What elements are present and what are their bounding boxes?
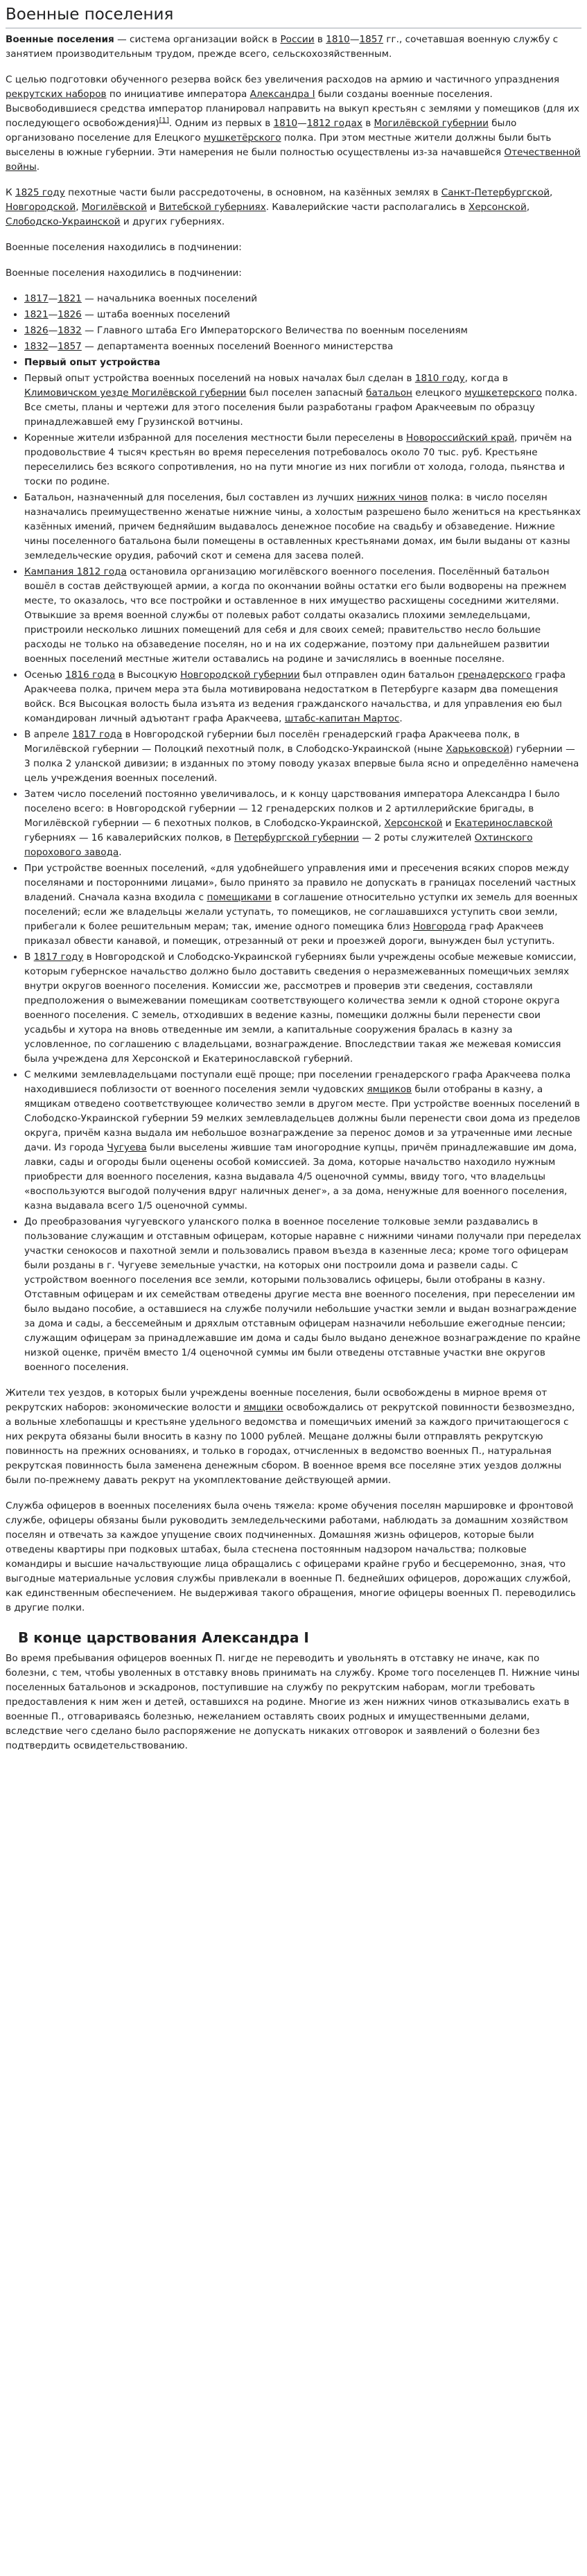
text-run: были созданы военные поселения. Высвободившиеся средства император планировал направить на выкуп крестьян с землями у помещиков (для их последующего освобождения) bbox=[6, 89, 580, 129]
text-run: До преобразования чугуевского уланского полка в военное поселение толковые земли раздавались в пользование служащим и отставным офицерам, которые наравне с нижними чинами получали при переделах участки сенокосов и пахотной земли и пользовались правом въезда в казенные леса; кроме того офицерам были розданы в г. Чугуеве земельные участки, на которых они построили дома и развели сады. С устройством военного поселения все земли, которыми пользовались офицеры, были отобраны в казну. Отставным офицерам и их семействам отведены другие места вне военного поселения, при переселении им было выдано пособие, а оставшиеся на службе получили небольшие участки земли и выдан вознаграждение за дома и сады, а бессемейным и дряхлым отставным офицерам назначили небольшие ежегодные пенсии; служащим офицерам за принадлежавшие им дома и сады было выдано денежное вознаграждение по крайне низкой оценке, причём вместо 1/4 оценочной суммы им были отведены отставные участки вне округов военного поселения. bbox=[24, 1216, 581, 1373]
text-run: К bbox=[6, 187, 15, 198]
list-item bbox=[24, 787, 581, 860]
text-run: , bbox=[76, 202, 82, 213]
article-link[interactable]: ямщиков bbox=[367, 1084, 412, 1095]
list-item bbox=[24, 1068, 581, 1213]
text-run: графа Аракчеева полка, причем мера эта была мотивирована недостатком в Петербурге казарм два помещения войск. Вся Высоцкая волость была изъята из ведения гражданского начальства, и для управления ею был командирован личный адъютант графа Аракчеева, bbox=[24, 669, 566, 724]
text-run: остановила организацию могилёвского военного поселения. Поселённый батальон вошёл в состав действующей армии, а когда по окончании войны остатки его были водворены на прежнем месте, то оказалось, что все постройки и оставленное в них имущество расхищены соседними жителями. Отвыкшие за время военной службы от полевых работ солдаты оказались плохими земледельцами, пристроили несколько лишних помещений для себя и для своих семей; правительство несло большие расходы не только на обзаведение поселян, но и на их содержание, поэтому при дальнейшем развитии военных поселений местные жители оставались на родине и зачислялись в военные поселяне. bbox=[24, 566, 567, 665]
text-run: граф Аракчеев приказал обвести канавой, и помещик, отрезанный от реки и проезжей дороги, вынужден был уступить. bbox=[24, 921, 555, 947]
article-link[interactable]: Чугуева bbox=[107, 1142, 147, 1153]
list-item bbox=[24, 324, 581, 338]
article-link[interactable]: гренадерского bbox=[457, 669, 532, 681]
article-link[interactable]: Новгородской bbox=[6, 202, 76, 213]
text-run: полка. При этом местные жители должны были быть выселены в южные губернии. Эти намерения не были полностью осуществлены из-за начавшейся bbox=[6, 132, 552, 158]
text-run: . bbox=[119, 847, 122, 858]
text-run: — штаба военных поселений bbox=[81, 309, 230, 320]
text-run: освобождались от рекрутской повинности безвозмездно, а вольные хлебопашцы и крестьяне удельного ведомства и помещичьих имений за каждого причитающегося с них рекрута обязаны были вносить в казну по 1000 рублей. Мещане должны были отправлять рекрутскую повинность на прежних основаниях, и только в городах, отчисленных в ведомство военных П., натуральная рекрутская повинность была заменена денежным сбором. В военное время все поселяне этих уездов должны были по-прежнему давать рекрут на укомплектование действующей армии. bbox=[6, 1402, 575, 1486]
article-link[interactable]: Александра I bbox=[249, 89, 315, 100]
article-link[interactable]: Новгородской губернии bbox=[180, 669, 300, 681]
text-run: В апреле bbox=[24, 729, 73, 740]
article-link[interactable]: батальон bbox=[366, 387, 412, 398]
text-run: в Новгородской губернии был поселён гренадерский графа Аракчеева полк, в Могилёвской губернии — Полоцкий пехотный полк, в Слободско-Украинской (ныне bbox=[24, 729, 520, 755]
text-run: губерниях — 16 кавалерийских полков, в bbox=[24, 832, 234, 843]
list-item bbox=[24, 728, 581, 786]
paragraph-locations bbox=[6, 186, 581, 229]
bold-text: Первый опыт устройства bbox=[24, 357, 161, 368]
text-run: , причём на продовольствие 4 тысяч крестьян во время переселения потребовалось около 70 тыс. руб. Крестьяне переселились без всякого сопротивления, но на пути многие из них погибли от холода, голода, пьянства и тоски по родине. bbox=[24, 432, 572, 487]
footnote-ref bbox=[159, 116, 169, 124]
footnote-link[interactable]: [1] bbox=[159, 116, 169, 125]
list-item bbox=[24, 668, 581, 726]
text-run: и bbox=[146, 202, 159, 213]
paragraph-subordination-heading: Военные поселения находились в подчинении: bbox=[6, 242, 242, 253]
list-item bbox=[24, 565, 581, 667]
article-link[interactable]: Климовичском уезде Могилёвской губернии bbox=[24, 387, 247, 398]
text-run: по инициативе императора bbox=[106, 89, 250, 100]
article-link[interactable]: Могилёвской губернии bbox=[374, 118, 489, 129]
text-run: — начальника военных поселений bbox=[81, 293, 258, 304]
article-link[interactable]: Могилёвской bbox=[81, 202, 147, 213]
text-run: — bbox=[297, 118, 307, 129]
article-link[interactable]: 1810 bbox=[326, 34, 350, 45]
text-run: , когда в bbox=[464, 373, 509, 384]
article-link[interactable]: Охтинского порохового завода bbox=[24, 832, 533, 858]
bold-text: Военные поселения bbox=[6, 34, 114, 45]
article-link[interactable]: нижних чинов bbox=[357, 492, 428, 503]
article-link[interactable]: Кампания 1812 года bbox=[24, 566, 127, 577]
text-run: , bbox=[550, 187, 553, 198]
paragraph-officers: Служба офицеров в военных поселениях была очень тяжела: кроме обучения поселян маршировке и фронтовой службе, офицеры обязаны были руководить земледельческими работами, наблюдать за домашним хозяйством поселян и отвечать за каждое упущение своих подчиненных. Домашняя жизнь офицеров, которые были отведены квартиры при подковых штабах, была стеснена постоянным надзором начальства; полковые командиры и высшие начальствующие лица обращались с офицерами крайне грубо и бесцеремонно, зная, что выгодные материальные условия службы привлекали в военные П. беднейших офицеров, дорожащих службой, как единственным обеспечением. Не выдерживая такого обращения, многие офицеры военных П. переводились в другие полки. bbox=[6, 1500, 576, 1613]
article-link[interactable]: Слободско-Украинской bbox=[6, 216, 121, 227]
intro-paragraph bbox=[6, 33, 581, 62]
article-link[interactable]: 1812 годах bbox=[306, 118, 362, 129]
paragraph-recruitment bbox=[6, 1386, 581, 1488]
article-link[interactable]: 1817 году bbox=[33, 952, 84, 963]
text-run: . bbox=[399, 713, 403, 724]
text-run: С мелкими землевладельцами поступали ещё проще; при поселении гренадерского графа Аракчеева полка находившиеся поблизости от военного поселения земли чудовских bbox=[24, 1069, 571, 1095]
article-link[interactable]: 1825 году bbox=[15, 187, 65, 198]
text-run: были отобраны в казну, а ямщикам отведено соответствующее количество земли в другом месте. При устройстве военных поселений в Слободско-Украинской губернии 59 мелких землевладельцев должны были перенести свои дома из пределов округа, причём казна выдала им небольшое вознаграждение за перенос домов и за утраченные ими лесные дачи. Из города bbox=[24, 1084, 581, 1153]
text-run: В bbox=[24, 952, 34, 963]
text-run: . Одним из первых в bbox=[168, 118, 274, 129]
article-link[interactable]: России bbox=[280, 34, 315, 45]
text-run: Коренные жители избранной для поселения местности были переселены в bbox=[24, 432, 407, 444]
text-run: — департамента военных поселений Военного министерства bbox=[81, 341, 394, 352]
text-run: и других губерниях. bbox=[120, 216, 225, 227]
article-link[interactable]: 1857 bbox=[58, 341, 82, 352]
text-run: был поселен запасный bbox=[246, 387, 367, 398]
article-link[interactable]: Новгорода bbox=[413, 921, 466, 932]
text-run: С целью подготовки обученного резерва войск без увеличения расходов на армию и частичного упразднения bbox=[6, 74, 560, 85]
text-run: пехотные части были рассредоточены, в основном, на казённых землях в bbox=[64, 187, 441, 198]
text-run: были выселены жившие там иногородние купцы, причём принадлежавшие им дома, лавки, сады и огороды были оценены особой комиссией. За дома, которые начальство находило нужным приобрести для военного поселения, казна выдавала 4/5 оценочной суммы, ввиду того, что владельцы «воспользуются выгодой получения вдруг наличных денег», а за дома, ненужные для военного поселения, казна выдавала всего 1/5 оценочной суммы. bbox=[24, 1142, 577, 1211]
text-run: — Главного штаба Его Императорского Величества по военным поселениям bbox=[81, 325, 468, 336]
list-item bbox=[24, 431, 581, 489]
text-run: в соглашение относительно уступки их земель для военных поселений; если же владельцы желали уступать, то помещиков, не соглашавшихся уступить свои земли, прибегали к более решительным мерам; так, имение одного помещика близ bbox=[24, 892, 578, 932]
text-run: — bbox=[48, 293, 58, 304]
list-item bbox=[24, 950, 581, 1067]
text-run: При устройстве военных поселений, «для удобнейшего управления ими и пресечения всяких споров между поселянами и посторонними лицами», было принято за правило не допускать в границах поселений частных владений. Сначала казна входила с bbox=[24, 863, 577, 903]
article-link[interactable]: мушкетерского bbox=[464, 387, 542, 398]
text-run: — bbox=[349, 34, 360, 45]
paragraph-subordination-heading-2: Военные поселения находились в подчинении: bbox=[6, 268, 242, 279]
text-run: и bbox=[442, 818, 455, 829]
article-link[interactable]: 1821 bbox=[24, 309, 49, 320]
article-link[interactable]: 1810 году bbox=[414, 373, 465, 384]
text-run: Осенью bbox=[24, 669, 66, 681]
text-run: — bbox=[48, 325, 58, 336]
article-link[interactable]: Херсонской bbox=[384, 818, 443, 829]
article-link[interactable]: Санкт-Петербургской bbox=[441, 187, 550, 198]
article-link[interactable]: рекрутских наборов bbox=[6, 89, 107, 100]
article-link[interactable]: 1826 bbox=[24, 325, 49, 336]
text-run: был отправлен один батальон bbox=[299, 669, 458, 681]
text-run: полка. Все сметы, планы и чертежи для этого поселения были разработаны графом Аракчеевым по образцу принадлежавшей ему Грузинской вотчины. bbox=[24, 387, 578, 428]
text-run: полка: в число поселян назначались преимущественно женатые нижние чины, а холостым разрешено было жениться на крестьянках казённых имений, причем бедняйшим выдавалось денежное пособие на свадьбу и обзаведение. Нижние чины поселенного батальона были помещены в оставленных крестьянами домах, им были выданы от казны земледельческие орудия, рабочий скот и семена для засева полей. bbox=[24, 492, 581, 561]
article-link[interactable]: 1817 bbox=[24, 293, 49, 304]
article-link[interactable]: Петербургской губернии bbox=[234, 832, 359, 843]
article-link[interactable]: 1816 года bbox=[65, 669, 116, 681]
text-run: — 2 роты служителей bbox=[358, 832, 475, 843]
paragraph-late-reign: Во время пребывания офицеров военных П. нигде не переводить и увольнять в отставку не иначе, как по болезни, с тем, чтобы уволенных в отставку вновь принимать на службу. Кроме того поселенцев П. Нижние чины поселенных батальонов и эскадронов, поступившие на службу по рекрутским наборам, могли требовать предоставления к ним жен и детей, оставшихся на родине. Многие из жен нижних чинов отказывались ехать в военные П., отговариваясь болезнью, нежеланием оставлять своих родных и имущественными делами, вследствие чего сделано было распоряжение не допускать никаких отговорок и заявлений о болезни без подтвердить освидетельствованию. bbox=[6, 1653, 580, 1751]
text-run: — bbox=[48, 309, 58, 320]
text-run: — система организации войск в bbox=[114, 34, 281, 45]
article-link[interactable]: 1832 bbox=[58, 325, 82, 336]
text-run: — bbox=[48, 341, 58, 352]
list-item bbox=[24, 861, 581, 949]
article-link[interactable]: 1826 bbox=[58, 309, 82, 320]
list-item bbox=[24, 340, 581, 354]
text-run: Затем число поселений постоянно увеличивалось, и к концу царствования императора Александра I было поселено всего: в Новгородской губернии — 12 гренадерских полков и 2 артиллерийские бригады, в Могилёвской губернии — 6 пехотных полков, в Слободско-Украинской, bbox=[24, 789, 560, 829]
article-link[interactable]: 1821 bbox=[58, 293, 82, 304]
article-link[interactable]: Новороссийский край bbox=[406, 432, 515, 444]
text-run: Жители тех уездов, в которых были учреждены военные поселения, были освобождены в мирное время от рекрутских наборов: экономические волости и bbox=[6, 1387, 547, 1413]
list-item bbox=[24, 292, 581, 306]
article-link[interactable]: мушкетёрского bbox=[203, 132, 281, 143]
list-item bbox=[24, 1215, 581, 1375]
article-link[interactable]: Херсонской bbox=[468, 202, 527, 213]
paragraph-purpose bbox=[6, 73, 581, 175]
article-link[interactable]: Екатеринославской bbox=[454, 818, 553, 829]
page-title: Военные поселения bbox=[6, 4, 581, 28]
text-run: елецкого bbox=[412, 387, 465, 398]
subordination-list bbox=[6, 292, 581, 1375]
article-link[interactable]: Витебской губерниях bbox=[159, 202, 266, 213]
text-run: . Кавалерийские части располагались в bbox=[265, 202, 468, 213]
article-link[interactable]: Харьковской bbox=[446, 744, 509, 755]
text-run: Первый опыт устройства военных поселений на новых началах был сделан в bbox=[24, 373, 415, 384]
list-item bbox=[24, 356, 581, 370]
article-link[interactable]: ямщики bbox=[243, 1402, 283, 1413]
text-run: в bbox=[362, 118, 374, 129]
text-run: . bbox=[36, 161, 40, 173]
article-link[interactable]: штабс-капитан Мартос bbox=[284, 713, 400, 724]
list-item bbox=[24, 308, 581, 322]
text-run: было организовано поселение для Елецкого bbox=[6, 118, 517, 143]
article-link[interactable]: Отечественной войны bbox=[6, 147, 581, 173]
article-link[interactable]: 1817 года bbox=[72, 729, 123, 740]
text-run: в Новгородской и Слободско-Украинской губерниях были учреждены особые межевые комиссии, которым губернское начальство должно было доставить сведения о неразмежеванных помещичьих землях внутри округов военного поселения. Комиссии же, рассмотрев и проверив эти сведения, составляли предположения о вымежевании помещикам соответствующего количества земли к одной стороне округа военного поселения. С земель, отходивших в ведение казны, помещики должны были перенести свои усадьбы и хутора на вновь отведенные им земли, а капитальные сооружения бралась в казну за условленное, по соглашению с владельцами, вознаграждение. Впоследствии такая же межевая комиссия была учреждена для Херсонской и Екатеринославской губерний. bbox=[24, 952, 577, 1064]
article-link[interactable]: 1832 bbox=[24, 341, 49, 352]
text-run: гг., сочетавшая военную службу с занятием производительным трудом, прежде всего, сельскохозяйственным. bbox=[6, 34, 559, 60]
text-run: , bbox=[526, 202, 530, 213]
article-link[interactable]: 1810 bbox=[273, 118, 298, 129]
text-run: ) губернии — 3 полка 2 уланской дивизии; в изданных по этому поводу указах впервые была ясно и определённо намечена цель учреждения военных поселений. bbox=[24, 744, 579, 784]
list-item bbox=[24, 491, 581, 563]
text-run: в Высоцкую bbox=[115, 669, 181, 681]
article-link[interactable]: 1857 bbox=[359, 34, 384, 45]
text-run: Батальон, назначенный для поселения, был составлен из лучших bbox=[24, 492, 358, 503]
text-run: в bbox=[314, 34, 326, 45]
section-heading: В конце царствования Александра I bbox=[18, 1629, 309, 1646]
list-item bbox=[24, 371, 581, 430]
article-link[interactable]: помещиками bbox=[207, 892, 272, 903]
